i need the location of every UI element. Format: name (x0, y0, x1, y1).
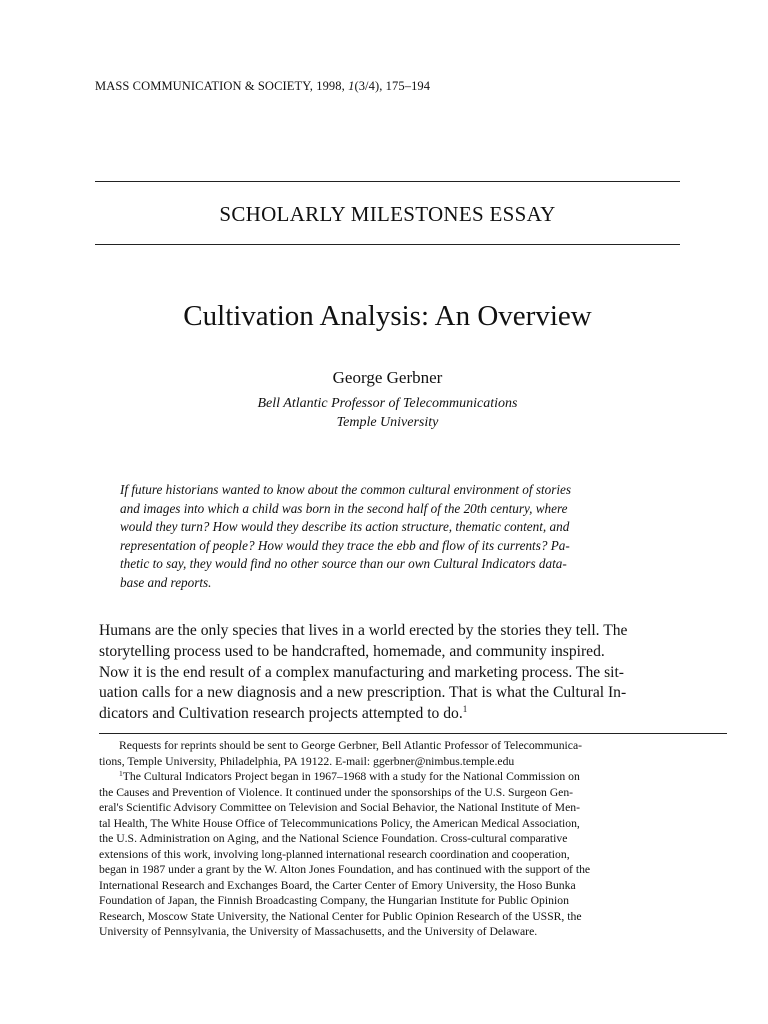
footnotes (99, 738, 739, 940)
footnote-line: Foundation of Japan, the Finnish Broadcasting Company, the Hungarian Institute for Public Opinion (99, 894, 569, 907)
reprint-note-line: tions, Temple University, Philadelphia, PA 19122. E-mail: ggerbner@nimbus.temple.edu (99, 754, 515, 768)
journal-year: , 1998, (309, 79, 349, 93)
footnote-1-first-line (99, 769, 739, 785)
footnote-line: the U.S. Administration on Aging, and the National Science Foundation. Cross-cultural comparative (99, 832, 568, 845)
abstract-line: If future historians wanted to know about the common cultural environment of stories (120, 482, 572, 497)
journal-name: MASS COMMUNICATION & SOCIETY (95, 79, 310, 93)
footnote-line: The Cultural Indicators Project began in 1967–1968 with a study for the National Commission on (122, 770, 580, 783)
reprint-note-line: Requests for reprints should be sent to George Gerbner, Bell Atlantic Professor of Telecommunica- (119, 739, 583, 752)
section-title: SCHOLARLY MILESTONES ESSAY (219, 202, 556, 226)
footnote-line: tal Health, The White House Office of Telecommunications Policy, the American Medical Association, (99, 816, 580, 830)
author-affiliation-university: Temple University (336, 415, 439, 430)
author-name: George Gerbner (332, 368, 443, 387)
footnote-line: the Causes and Prevention of Violence. It continued under the sponsorships of the U.S. Surgeon Gen- (99, 785, 574, 799)
abstract-line: and images into which a child was born in the second half of the 20th century, where (120, 500, 568, 516)
abstract-line: base and reports. (120, 574, 212, 590)
author-affiliation-title: Bell Atlantic Professor of Telecommunications (257, 396, 518, 411)
footnote-line: extensions of this work, involving long-planned international research coordination and cooperation, (99, 847, 570, 861)
footnote-line: University of Pennsylvania, the University of Massachusetts, and the University of Delaware. (99, 925, 538, 938)
body-line: storytelling process used to be handcrafted, homemade, and community inspired. (99, 642, 605, 660)
body-line: dicators and Cultivation research projects attempted to do. (99, 705, 463, 723)
footnote-line: began in 1987 under a grant by the W. Alton Jones Foundation, and has continued with the support of the (99, 863, 591, 876)
body-line: Now it is the end result of a complex manufacturing and marketing process. The sit- (99, 663, 624, 681)
footnote-line: International Research and Exchanges Board, the Carter Center of Emory University, the Hoso Bunka (99, 878, 576, 892)
abstract-line: representation of people? How would they trace the ebb and flow of its currents? Pa- (120, 537, 570, 553)
abstract (120, 481, 705, 592)
abstract-line: would they turn? How would they describe its action structure, thematic content, and (120, 519, 570, 534)
body-line-last (99, 704, 719, 725)
abstract-line: thetic to say, they would find no other source than our own Cultural Indicators data- (120, 556, 567, 571)
journal-volume: 1 (348, 79, 355, 93)
section-rule (95, 244, 680, 245)
top-rule (95, 181, 680, 182)
body-line: uation calls for a new diagnosis and a new prescription. That is what the Cultural In- (99, 684, 627, 702)
footnote-line: Research, Moscow State University, the National Center for Public Opinion Research of the USSR, the (99, 909, 582, 923)
journal-issue-pages: (3/4), 175–194 (354, 79, 431, 93)
footnote-1-mark: 1 (119, 769, 123, 778)
paper-title: Cultivation Analysis: An Overview (183, 300, 592, 332)
journal-header (95, 79, 430, 94)
body-line: Humans are the only species that lives in a world erected by the stories they tell. The (99, 622, 628, 639)
footnote-line: eral's Scientific Advisory Committee on Television and Social Behavior, the National Institute of Men- (99, 801, 580, 814)
footnote-reference[interactable]: 1 (462, 704, 468, 715)
footnote-rule (99, 733, 727, 734)
body-paragraph (99, 621, 719, 725)
